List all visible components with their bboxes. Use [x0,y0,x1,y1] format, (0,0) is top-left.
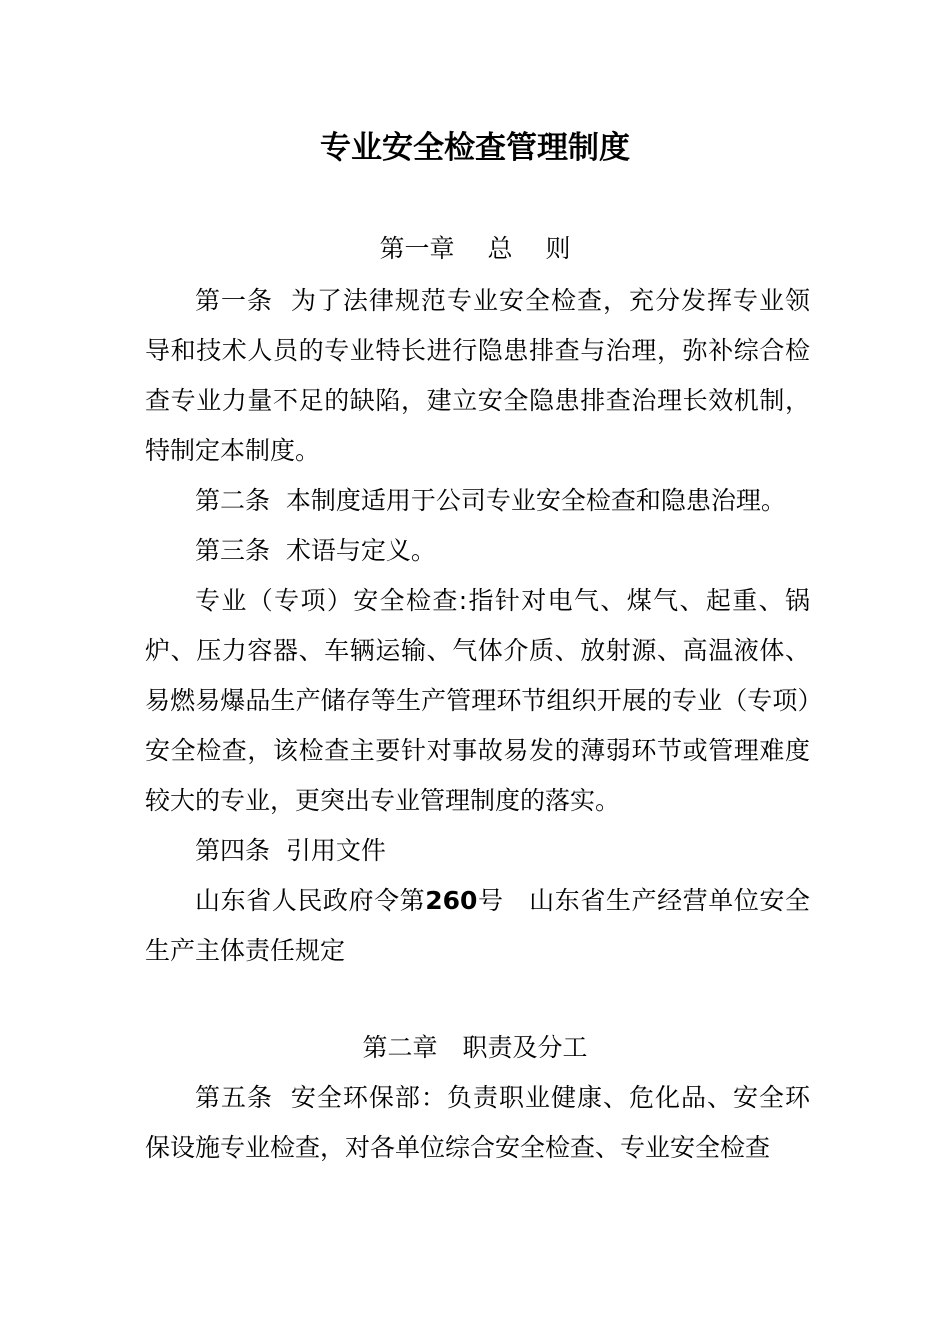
chapter-1-body [145,276,810,976]
article-4-label: 第四条 [195,836,271,865]
article-3-text: 术语与定义。 [285,536,436,565]
chapter-2-body [145,1073,810,1173]
definition-paragraph: 专业（专项）安全检查:指针对电气、煤气、起重、锅炉、压力容器、车辆运输、气体介质、放射源、高温液体、易燃易爆品生产储存等生产管理环节组织开展的专业（专项）安全检查，该检查主要针对事故易发的薄弱环节或管理难度较大的专业，更突出专业管理制度的落实。 [145,586,810,815]
chapter-1-heading: 第一章 总 则 [379,234,571,263]
document-title: 专业安全检查管理制度 [320,130,630,166]
reference-suffix: 号 山东省生产经营单位安全生产主体责任规定 [145,886,810,965]
article-2-label: 第二条 [195,486,271,515]
reference-paragraph [145,876,810,976]
article-2 [145,476,810,526]
article-4 [145,826,810,876]
reference-prefix: 山东省人民政府令第 [195,886,426,915]
article-4-text: 引用文件 [285,836,386,865]
article-5-text: 安全环保部：负责职业健康、危化品、安全环保设施专业检查，对各单位综合安全检查、专业安全检查 [145,1083,810,1162]
chapter-2-heading: 第二章 职责及分工 [362,1033,588,1062]
article-1 [145,276,810,476]
article-5-label: 第五条 [195,1083,274,1112]
article-1-label: 第一条 [195,286,274,315]
article-5 [145,1073,810,1173]
article-3-label: 第三条 [195,536,271,565]
article-3 [145,526,810,576]
article-2-text: 本制度适用于公司专业安全检查和隐患治理。 [285,486,786,515]
article-1-text: 为了法律规范专业安全检查，充分发挥专业领导和技术人员的专业特长进行隐患排查与治理，弥补综合检查专业力量不足的缺陷，建立安全隐患排查治理长效机制，特制定本制度。 [145,286,810,465]
reference-number: 260 [425,886,478,915]
